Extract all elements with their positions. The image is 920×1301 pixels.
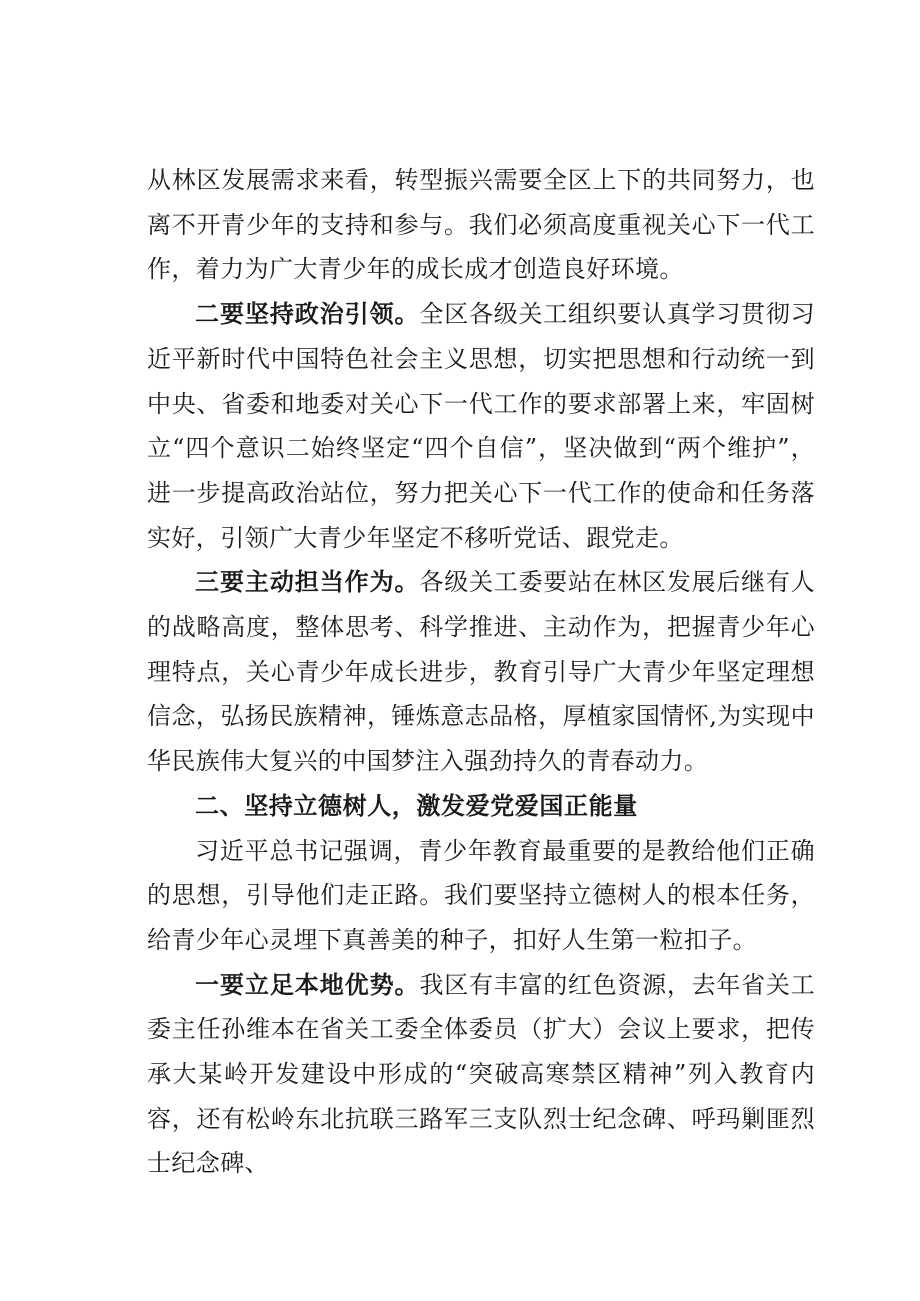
paragraph-continuation	[147, 158, 815, 292]
section-heading: 二、坚持立德树人，激发爱党爱国正能量	[195, 791, 638, 820]
paragraph-body: 我区有丰富的红色资源，去年省关工委主任孙维本在省关工委全体委员（扩大）会议上要求，把传承大某岭开发建设中形成的“突破高寒禁区精神”列入教育内容，还有松岭东北抗联三路军三支队烈士纪念碑、呼玛剿匪烈士纪念碑、	[147, 970, 816, 1178]
paragraph-body: 全区各级关工组织要认真学习贯彻习近平新时代中国特色社会主义思想，切实把思想和行动统一到中央、省委和地委对关心下一代工作的要求部署上来，牢固树立“四个意识二始终坚定“四个自信”，坚决做到“两个维护”，进一步提高政治站位，努力把关心下一代工作的使命和任务落实好，引领广大青少年坚定不移听党话、跟党走。	[147, 300, 816, 552]
paragraph-lead: 二要坚持政治引领。	[195, 300, 420, 329]
paragraph-xi-quote	[147, 829, 815, 963]
paragraph-political-guidance	[147, 292, 815, 560]
paragraph-body: 习近平总书记强调，青少年教育最重要的是教给他们正确的思想，引导他们走正路。我们要坚持立德树人的根本任务，给青少年心灵埋下真善美的种子，扣好人生第一粒扣子。	[147, 836, 815, 954]
paragraph-body: 各级关工委要站在林区发展后继有人的战略高度，整体思考、科学推进、主动作为，把握青少年心理特点，关心青少年成长进步，教育引导广大青少年坚定理想信念，弘扬民族精神，锤炼意志品格，厚植家国情怀,为实现中华民族伟大复兴的中国梦注入强劲持久的青春动力。	[147, 568, 816, 776]
paragraph-lead: 一要立足本地优势。	[195, 970, 420, 999]
paragraph-local-advantage	[147, 963, 815, 1187]
paragraph-body: 从林区发展需求来看，转型振兴需要全区上下的共同努力，也离不开青少年的支持和参与。我们必须高度重视关心下一代工作，着力为广大青少年的成长成才创造良好环境。	[147, 166, 815, 284]
document-body	[147, 158, 815, 1186]
paragraph-proactive-action	[147, 560, 815, 784]
paragraph-lead: 三要主动担当作为。	[195, 568, 420, 597]
